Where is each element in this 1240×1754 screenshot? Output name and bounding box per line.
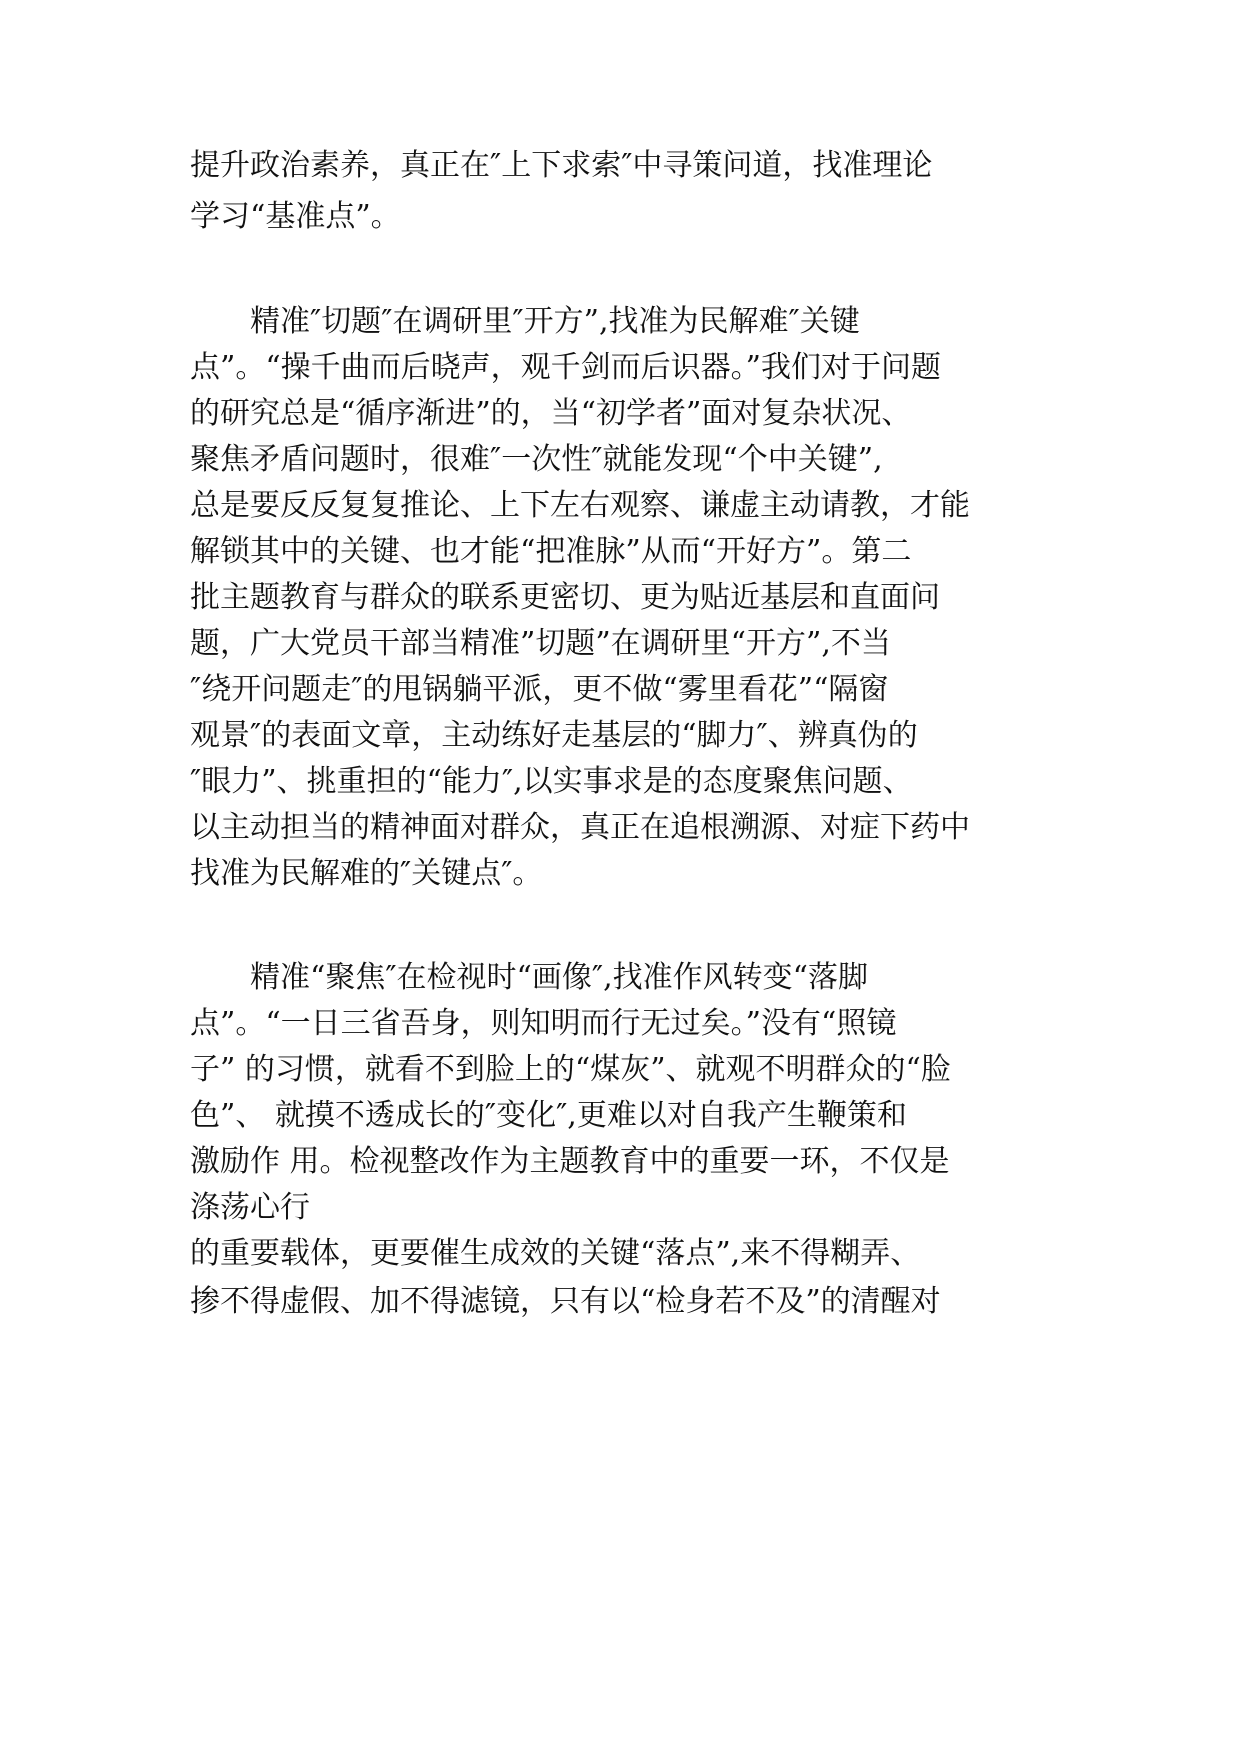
paragraph-2-line-5: 总是要反反复复推论、上下左右观察、谦虚主动请教，才能 — [190, 488, 970, 523]
paragraph-3-line-5: 激励作 用。检视整改作为主题教育中的重要一环，不仅是 — [190, 1144, 950, 1179]
paragraph-3-line-2: 点”。“一日三省吾身，则知明而行无过矣。”没有“照镜 — [190, 1006, 897, 1041]
paragraph-2-line-3: 的研究总是“循序渐进”的，当“初学者”面对复杂状况、 — [190, 396, 912, 431]
paragraph-3-line-4: 色”、 就摸不透成长的″变化″,更难以对自我产生鞭策和 — [190, 1098, 907, 1133]
paragraph-2-line-9: ″绕开问题走″的甩锅躺平派，更不做“雾里看花”“隔窗 — [190, 672, 889, 707]
paragraph-3-line-1: 精准“聚焦″在检视时“画像″,找准作风转变“落脚 — [250, 960, 868, 995]
paragraph-2-line-11: ″眼力”、挑重担的“能力″,以实事求是的态度聚焦问题、 — [190, 764, 913, 799]
paragraph-3-line-3: 子” 的习惯，就看不到脸上的“煤灰”、就观不明群众的“脸 — [190, 1052, 951, 1087]
paragraph-3-line-7: 的重要载体，更要催生成效的关键“落点”,来不得糊弄、 — [190, 1236, 921, 1271]
paragraph-1-line-1: 提升政治素养，真正在″上下求索″中寻策问道，找准理论 — [190, 148, 933, 183]
paragraph-2-line-2: 点”。“操千曲而后晓声，观千剑而后识器。”我们对于问题 — [190, 350, 942, 385]
paragraph-2-line-6: 解锁其中的关键、也才能“把准脉”从而“开好方”。第二 — [190, 534, 912, 569]
paragraph-3-line-6: 涤荡心行 — [190, 1190, 310, 1225]
paragraph-2-line-13: 找准为民解难的″关键点″。 — [190, 856, 543, 891]
paragraph-2-line-1: 精准″切题″在调研里″开方”,找准为民解难″关键 — [250, 304, 860, 339]
paragraph-2-line-4: 聚焦矛盾问题时，很难″一次性″就能发现“个中关键”, — [190, 442, 883, 477]
paragraph-2-line-10: 观景″的表面文章，主动练好走基层的“脚力″、辨真伪的 — [190, 718, 918, 753]
paragraph-2-line-7: 批主题教育与群众的联系更密切、更为贴近基层和直面问 — [190, 580, 940, 615]
paragraph-1-line-2: 学习“基准点”。 — [190, 199, 401, 234]
paragraph-2-line-12: 以主动担当的精神面对群众，真正在追根溯源、对症下药中 — [190, 810, 970, 845]
paragraph-3-line-8: 掺不得虚假、加不得滤镜，只有以“检身若不及”的清醒对 — [190, 1284, 941, 1319]
paragraph-2-line-8: 题，广大党员干部当精准”切题”在调研里“开方”,不当 — [190, 626, 891, 661]
